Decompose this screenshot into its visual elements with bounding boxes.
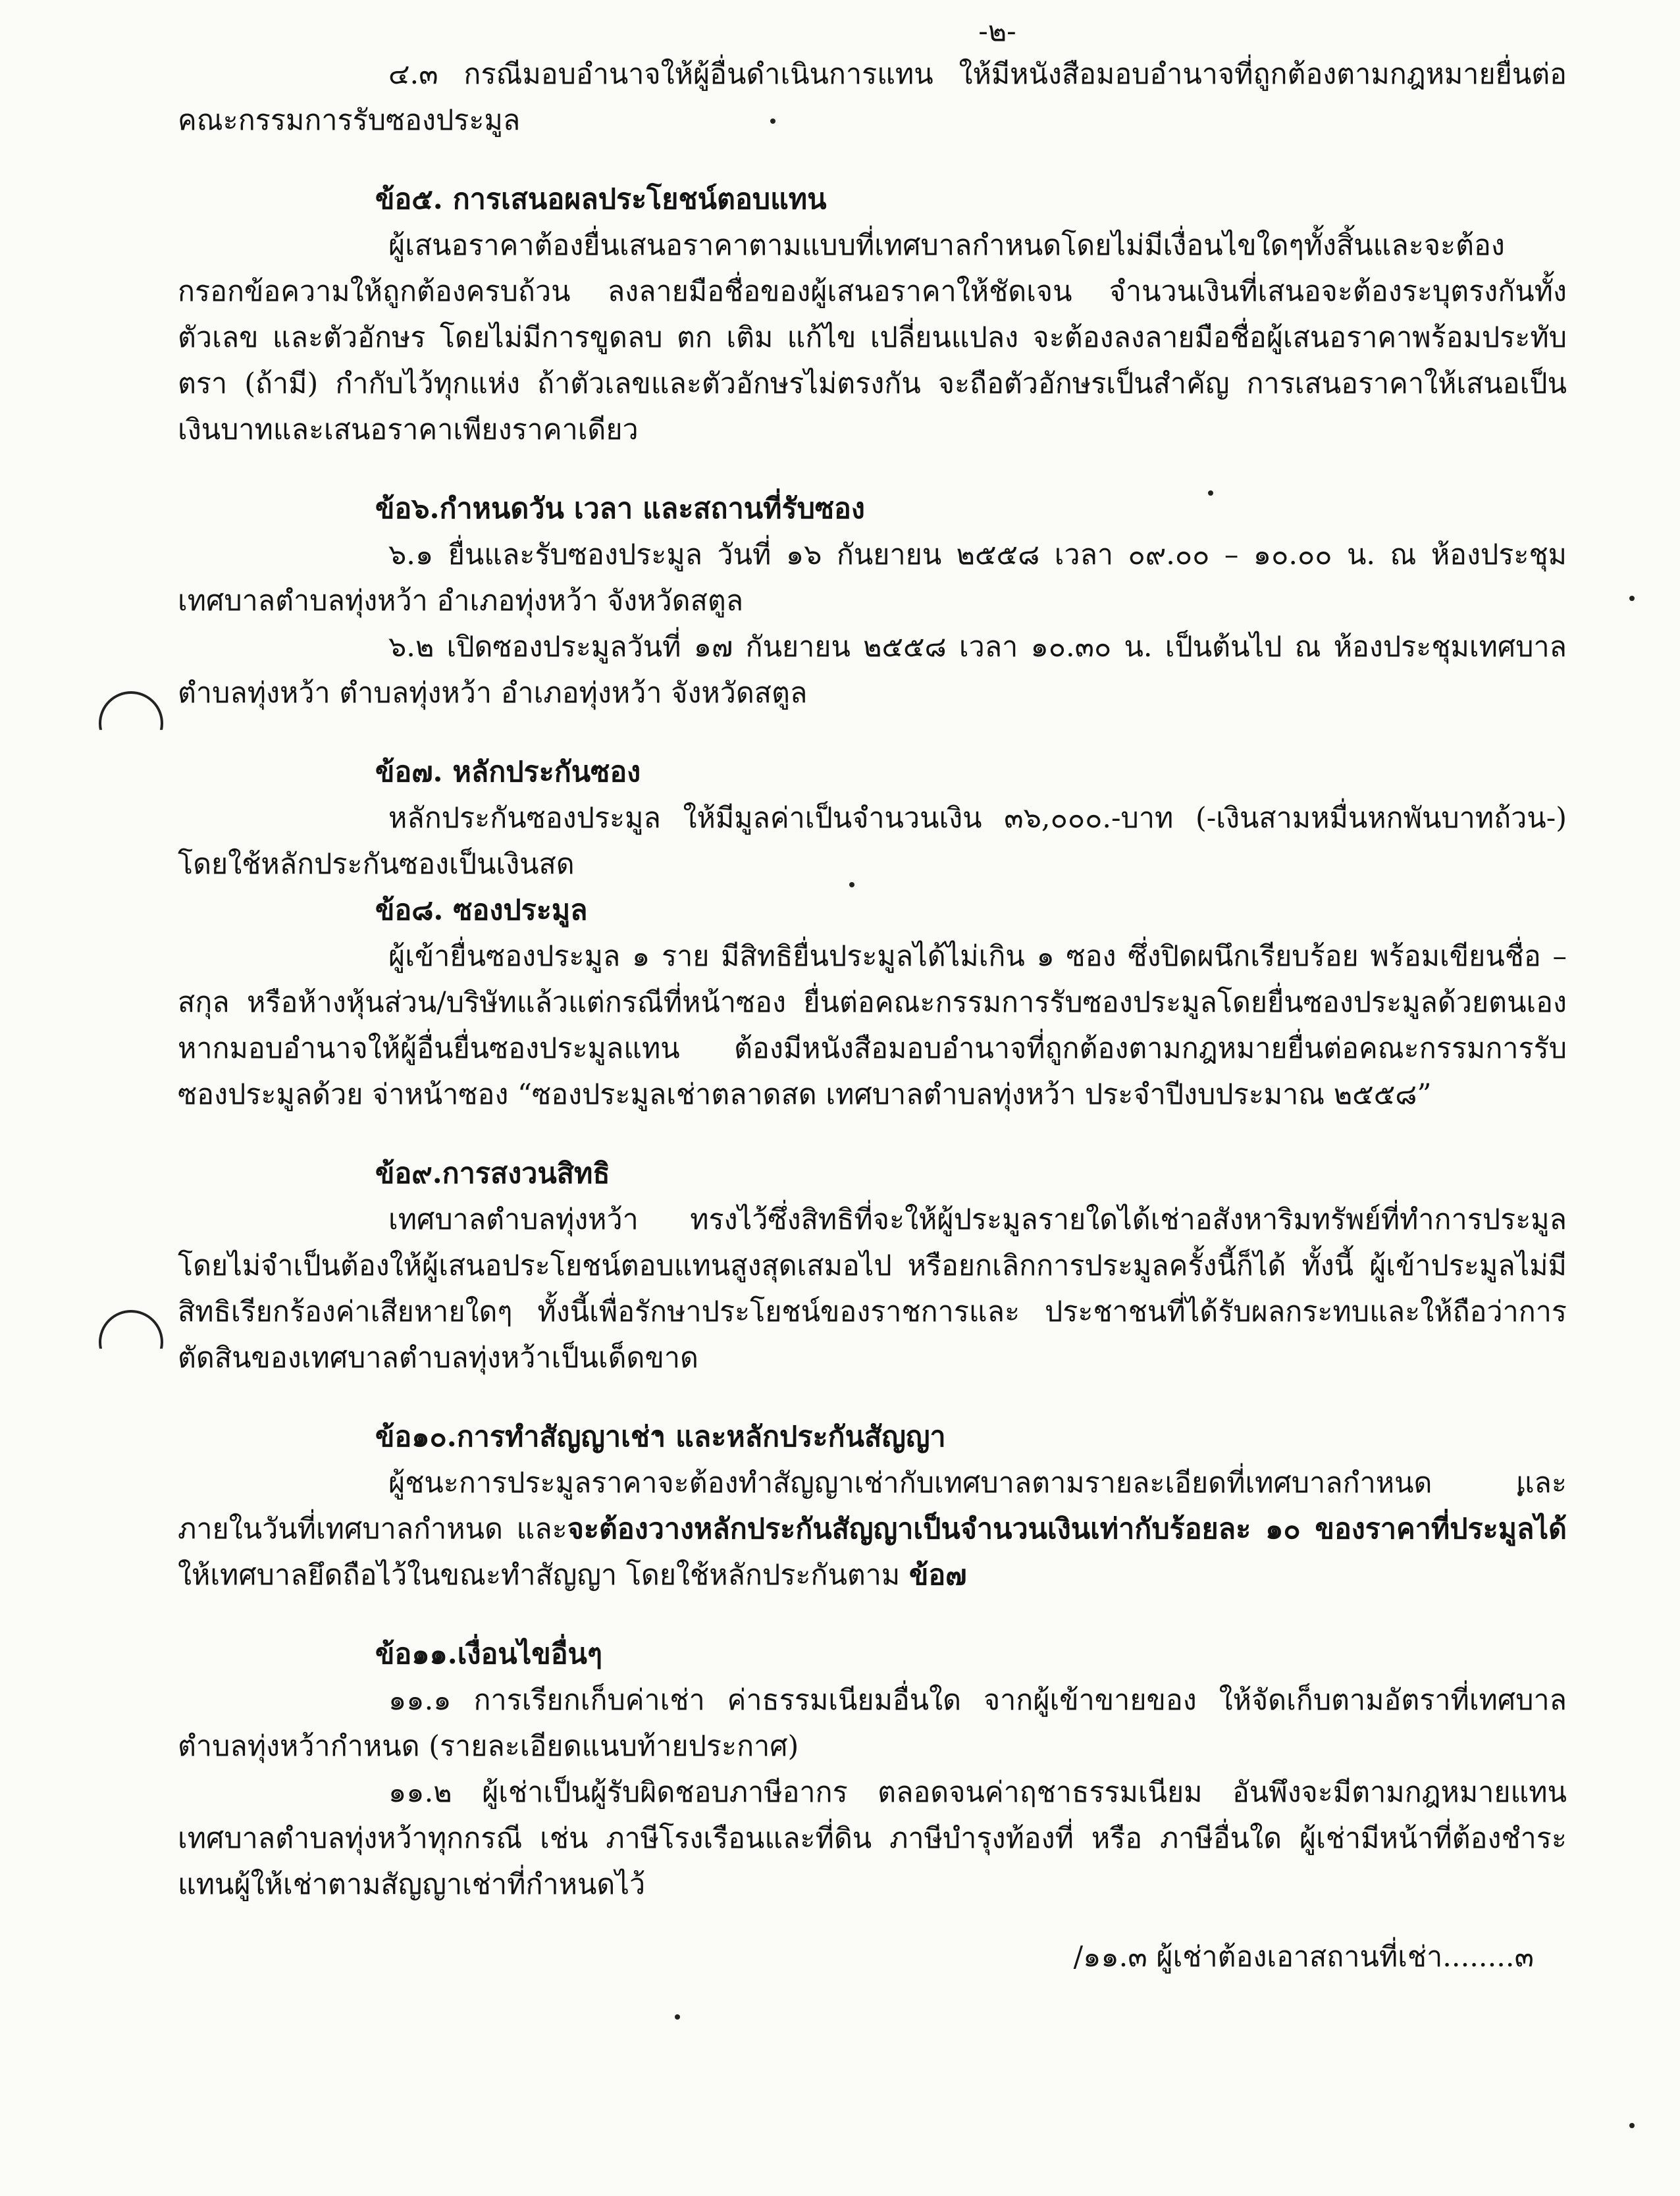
section-7-body: หลักประกันซองประมูล ให้มีมูลค่าเป็นจำนวนเงิน ๓๖,๐๐๐.-บาท (-เงินสามหมื่นหกพันบาทถ้วน-) โดยใช้หลักประกันซองเป็นเงินสด — [178, 802, 1567, 881]
section-11-heading: ข้อ๑๑.เงื่อนไขอื่นๆ — [375, 1638, 603, 1671]
section-6-heading: ข้อ๖.กำหนดวัน เวลา และสถานที่รับซอง — [375, 492, 865, 525]
section-6-2-text: ๖.๒ เปิดซองประมูลวันที่ ๑๗ กันยายน ๒๕๕๘ เวลา ๑๐.๓๐ น. เป็นต้นไป ณ ห้องประชุมเทศบาลตำบลทุ่งหว้า ตำบลทุ่งหว้า อำเภอทุ่งหว้า จังหวัดสตูล — [178, 631, 1567, 710]
scan-speck — [1629, 2123, 1635, 2128]
page-number: -๒- — [978, 15, 1016, 48]
document-page — [178, 12, 1567, 2171]
section-10-text-a: ผู้ชนะการประมูลราคาจะต้องทำสัญญาเช่ากับเทศบาลตามรายละเอียดที่เทศบาลกำหนด และภายในวันที่เทศบาลกำหนด และ — [178, 1467, 1567, 1546]
section-9-body: เทศบาลตำบลทุ่งหว้า ทรงไว้ซึ่งสิทธิที่จะให้ผู้ประมูลรายใดได้เช่าอสังหาริมทรัพย์ที่ทำการประมูล โดยไม่จำเป็นต้องให้ผู้เสนอประโยชน์ตอบแทนสูงสุดเสมอไป หรือยกเลิกการประมูลครั้งนี้ก็ได้ ทั้งนี้ ผู้เข้าประมูลไม่มีสิทธิเรียกร้องค่าเสียหายใดๆ ทั้งนี้เพื่อรักษาประโยชน์ของราชการและ ประชาชนที่ได้รับผลกระทบและให้ถือว่าการตัดสินของเทศบาลตำบลทุ่งหว้าเป็นเด็ดขาด — [178, 1203, 1567, 1374]
punch-hole-mark — [99, 1310, 163, 1374]
section-5-body: ผู้เสนอราคาต้องยื่นเสนอราคาตามแบบที่เทศบาลกำหนดโดยไม่มีเงื่อนไขใดๆทั้งสิ้นและจะต้องกรอกข้อความให้ถูกต้องครบถ้วน ลงลายมือชื่อของผู้เสนอราคาให้ชัดเจน จำนวนเงินที่เสนอจะต้องระบุตรงกันทั้งตัวเลข และตัวอักษร โดยไม่มีการขูดลบ ตก เติม แก้ไข เปลี่ยนแปลง จะต้องลงลายมือชื่อผู้เสนอราคาพร้อมประทับตรา (ถ้ามี) กำกับไว้ทุกแห่ง ถ้าตัวเลขและตัวอักษรไม่ตรงกัน จะถือตัวอักษรเป็นสำคัญ การเสนอราคาให้เสนอเป็นเงินบาทและเสนอราคาเพียงราคาเดียว — [178, 229, 1567, 446]
section-10-text-b: ให้เทศบาลยึดถือไว้ในขณะทำสัญญา โดยใช้หลักประกันตาม — [178, 1559, 909, 1592]
scan-speck — [1629, 596, 1635, 601]
section-11-1-text: ๑๑.๑ การเรียกเก็บค่าเช่า ค่าธรรมเนียมอื่นใด จากผู้เข้าขายของ ให้จัดเก็บตามอัตราที่เทศบาลตำบลทุ่งหว้ากำหนด (รายละเอียดแนบท้ายประกาศ) — [178, 1684, 1567, 1763]
section-8-body: ผู้เข้ายื่นซองประมูล ๑ ราย มีสิทธิยื่นประมูลได้ไม่เกิน ๑ ซอง ซึ่งปิดผนึกเรียบร้อย พร้อมเขียนชื่อ – สกุล หรือห้างหุ้นส่วน/บริษัทแล้วแต่กรณีที่หน้าซอง ยื่นต่อคณะกรรมการรับซองประมูลโดยยื่นซองประมูลด้วยตนเอง หากมอบอำนาจให้ผู้อื่นยื่นซองประมูลแทน ต้องมีหนังสือมอบอำนาจที่ถูกต้องตามกฎหมายยื่นต่อคณะกรรมการรับซองประมูลด้วย จ่าหน้าซอง “ซองประมูลเช่าตลาดสด เทศบาลตำบลทุ่งหว้า ประจำปีงบประมาณ ๒๕๕๘” — [178, 940, 1567, 1111]
punch-hole-mark — [99, 691, 163, 756]
section-7-heading: ข้อ๗. หลักประกันซอง — [375, 756, 641, 789]
section-10-body — [178, 1460, 1567, 1598]
section-6-1-text: ๖.๑ ยื่นและรับซองประมูล วันที่ ๑๖ กันยายน ๒๕๕๘ เวลา ๐๙.๐๐ – ๑๐.๐๐ น. ณ ห้องประชุมเทศบาลตำบลทุ่งหว้า อำเภอทุ่งหว้า จังหวัดสตูล — [178, 538, 1567, 617]
section-10-text-bold: จะต้องวางหลักประกันสัญญาเป็นจำนวนเงินเท่ากับร้อยละ ๑๐ ของราคาที่ประมูลได้ — [567, 1513, 1567, 1546]
section-11-2-text: ๑๑.๒ ผู้เช่าเป็นผู้รับผิดชอบภาษีอากร ตลอดจนค่าฤชาธรรมเนียม อันพึงจะมีตามกฎหมายแทนเทศบาลตำบลทุ่งหว้าทุกกรณี เช่น ภาษีโรงเรือนและที่ดิน ภาษีบำรุงท้องที่ หรือ ภาษีอื่นใด ผู้เช่ามีหน้าที่ต้องชำระแทนผู้ให้เช่าตามสัญญาเช่าที่กำหนดไว้ — [178, 1776, 1567, 1901]
continuation-note: /๑๑.๓ ผู้เช่าต้องเอาสถานที่เช่า........๓ — [1073, 1941, 1534, 1974]
section-8-heading: ข้อ๘. ซองประมูล — [375, 894, 588, 927]
section-4-3-text: ๔.๓ กรณีมอบอำนาจให้ผู้อื่นดำเนินการแทน ให้มีหนังสือมอบอำนาจที่ถูกต้องตามกฎหมายยื่นต่อคณะกรรมการรับซองประมูล — [178, 58, 1567, 137]
section-10-ref: ข้อ๗ — [908, 1559, 967, 1592]
section-5-heading: ข้อ๕. การเสนอผลประโยชน์ตอบแทน — [375, 183, 827, 216]
section-10-heading: ข้อ๑๐.การทำสัญญาเช่า และหลักประกันสัญญา — [375, 1421, 946, 1453]
section-9-heading: ข้อ๙.การสงวนสิทธิ — [375, 1157, 610, 1190]
